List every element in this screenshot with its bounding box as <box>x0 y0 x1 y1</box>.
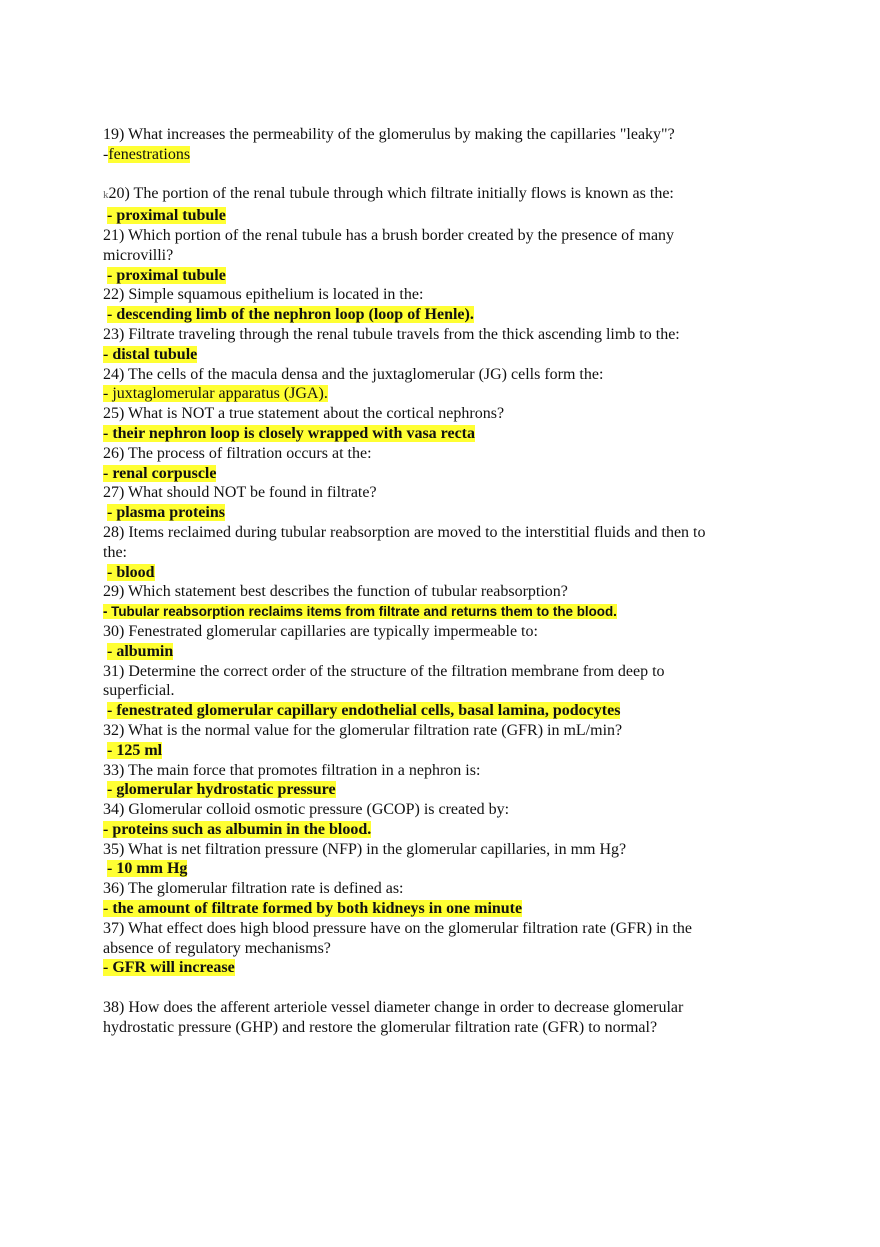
answer-29: - Tubular reabsorption reclaims items from filtrate and returns them to the blood. <box>103 604 617 620</box>
question-20: k20) The portion of the renal tubule through which filtrate initially flows is known as the: <box>103 185 674 203</box>
answer-23: - distal tubule <box>103 345 198 363</box>
question-23: 23) Filtrate traveling through the renal tubule travels from the thick ascending limb to the: <box>103 325 680 343</box>
answer-32: - 125 ml <box>107 741 163 759</box>
answer-34: - proteins such as albumin in the blood. <box>103 820 372 838</box>
question-30: 30) Fenestrated glomerular capillaries are typically impermeable to: <box>103 622 538 640</box>
answer-36: - the amount of filtrate formed by both kidneys in one minute <box>103 900 523 918</box>
answer-26: - renal corpuscle <box>103 464 217 482</box>
question-31-cont: superficial. <box>103 682 175 700</box>
answer-25: - their nephron loop is closely wrapped with vasa recta <box>103 424 476 442</box>
answer-22: - descending limb of the nephron loop (loop of Henle). <box>107 306 474 324</box>
answer-33: - glomerular hydrostatic pressure <box>107 781 336 799</box>
question-35: 35) What is net filtration pressure (NFP) in the glomerular capillaries, in mm Hg? <box>103 840 627 858</box>
answer-31: - fenestrated glomerular capillary endothelial cells, basal lamina, podocytes <box>107 702 621 720</box>
question-33: 33) The main force that promotes filtration in a nephron is: <box>103 761 481 779</box>
question-27: 27) What should NOT be found in filtrate? <box>103 484 377 502</box>
answer-35: - 10 mm Hg <box>107 860 188 878</box>
answer-27: - plasma proteins <box>107 504 225 522</box>
question-22: 22) Simple squamous epithelium is located in the: <box>103 286 424 304</box>
question-38-cont: hydrostatic pressure (GHP) and restore the glomerular filtration rate (GFR) to normal? <box>103 1018 658 1036</box>
question-25: 25) What is NOT a true statement about the cortical nephrons? <box>103 405 505 423</box>
answer-30: - albumin <box>107 642 174 660</box>
question-21: 21) Which portion of the renal tubule has a brush border created by the presence of many <box>103 226 675 244</box>
question-36: 36) The glomerular filtration rate is defined as: <box>103 880 404 898</box>
question-19: 19) What increases the permeability of the glomerulus by making the capillaries "leaky"? <box>103 126 675 143</box>
question-32: 32) What is the normal value for the glomerular filtration rate (GFR) in mL/min? <box>103 721 623 739</box>
question-26: 26) The process of filtration occurs at the: <box>103 444 372 462</box>
question-34: 34) Glomerular colloid osmotic pressure (GCOP) is created by: <box>103 801 510 819</box>
question-31: 31) Determine the correct order of the structure of the filtration membrane from deep to <box>103 662 665 680</box>
question-24: 24) The cells of the macula densa and the juxtaglomerular (JG) cells form the: <box>103 365 604 383</box>
question-28-cont: the: <box>103 543 127 561</box>
quiz-content <box>103 125 783 1038</box>
question-37-cont: absence of regulatory mechanisms? <box>103 939 331 957</box>
answer-21: - proximal tubule <box>107 266 226 284</box>
question-28: 28) Items reclaimed during tubular reabsorption are moved to the interstitial fluids and then to <box>103 523 706 541</box>
question-37: 37) What effect does high blood pressure have on the glomerular filtration rate (GFR) in the <box>103 919 693 937</box>
answer-20: - proximal tubule <box>107 207 226 225</box>
stray-mark: k <box>103 189 109 202</box>
answer-37: - GFR will increase <box>103 959 235 977</box>
question-29: 29) Which statement best describes the function of tubular reabsorption? <box>103 583 568 601</box>
answer-24: - juxtaglomerular apparatus (JGA). <box>103 385 328 403</box>
question-38: 38) How does the afferent arteriole vessel diameter change in order to decrease glomerular <box>103 999 684 1017</box>
question-21-cont: microvilli? <box>103 246 174 264</box>
answer-19: -fenestrations <box>103 145 191 163</box>
answer-28: - blood <box>107 563 155 581</box>
